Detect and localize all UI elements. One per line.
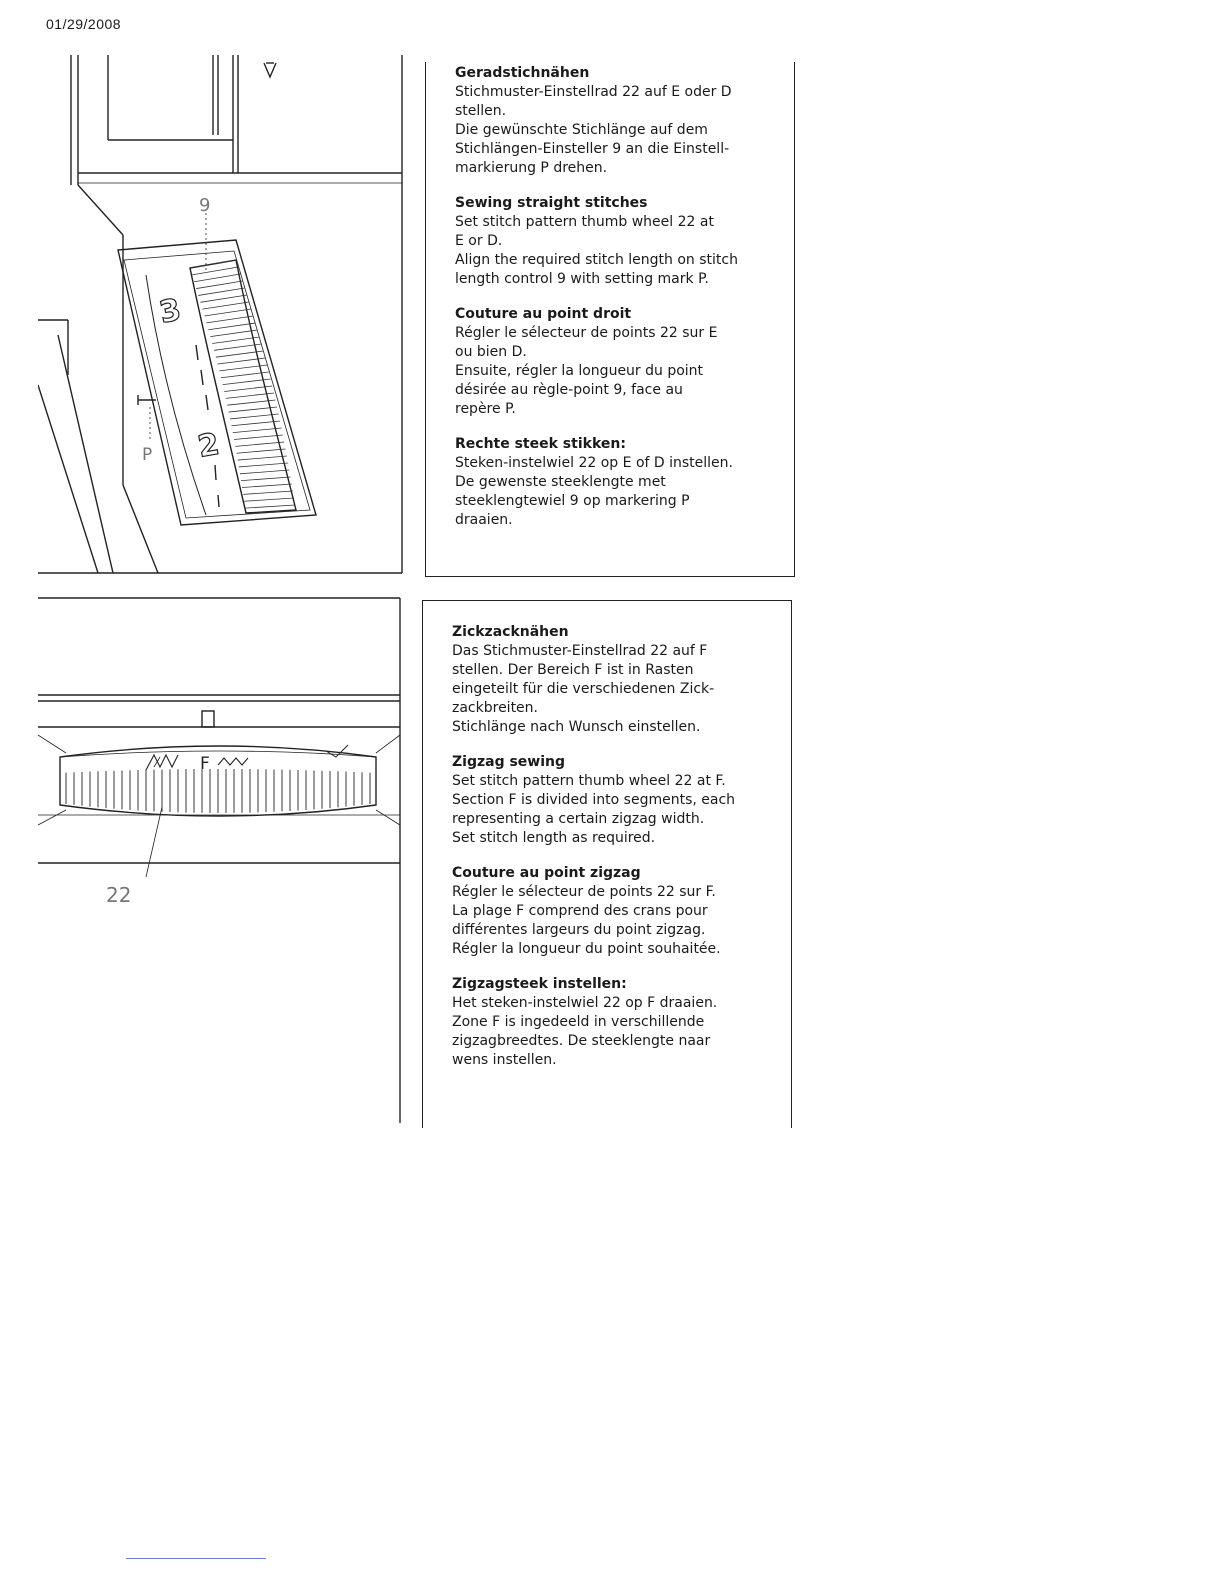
section-title: Zigzag sewing [452,754,566,770]
section-line: zackbreiten. [452,700,538,716]
dial-rib [231,421,280,426]
dial-rib [212,337,259,343]
dial-rib [196,281,242,289]
section-line: Stichlänge nach Wunsch einstellen. [452,719,701,735]
section [452,753,781,848]
thumb-wheel-illustration [36,595,404,1125]
dial-rib [243,491,293,494]
section-title: Rechte steek stikken: [455,436,626,452]
dial-rib [190,260,236,268]
section-line: Stichmuster-Einstellrad 22 auf E oder D [455,84,732,100]
section [455,435,784,530]
section-line: repère P. [455,401,516,417]
dial-rib [234,435,283,440]
section-line: Das Stichmuster-Einstellrad 22 auf F [452,643,708,659]
dial-rib [210,330,257,337]
section-line: zigzagbreedtes. De steeklengte naar [452,1033,711,1049]
section-title: Sewing straight stitches [455,195,648,211]
dial-rib [194,274,240,282]
section-title: Zickzacknähen [452,624,569,640]
dial-rib [192,267,238,275]
dial-rib [233,428,282,433]
stitch-length-dial-drawing [38,55,406,580]
section-line: La plage F comprend des crans pour [452,903,708,919]
section-line: Set stitch length as required. [452,830,656,846]
section-line: Zone F is ingedeeld in verschillende [452,1014,705,1030]
section-line: E or D. [455,233,503,249]
section [455,64,784,178]
section-title: Geradstichnähen [455,65,590,81]
dial-rib [230,414,278,419]
callout-22: 22 [106,883,132,907]
section-line: length control 9 with setting mark P. [455,271,709,287]
section-line: markierung P drehen. [455,160,608,176]
section-line: Set stitch pattern thumb wheel 22 at [455,214,714,230]
panel-top-content [455,64,784,546]
section [452,864,781,959]
dial-rib [242,484,292,488]
section-line: Set stitch pattern thumb wheel 22 at F. [452,773,726,789]
section [455,305,784,419]
section-line: Steken-instelwiel 22 op E of D instellen. [455,455,733,471]
footer-rule [126,1558,266,1559]
section-line: Régler la longueur du point souhaitée. [452,941,721,957]
section-line: stellen. [455,103,507,119]
section-line: Régler le sélecteur de points 22 sur F. [452,884,716,900]
section-line: Stichlängen-Einsteller 9 an die Einstell- [455,141,730,157]
dial-rib [239,463,288,467]
dial-number-2: 2 [195,426,222,465]
section-line: Ensuite, régler la longueur du point [455,363,704,379]
section-line: eingeteilt für die verschiedenen Zick- [452,681,715,697]
dial-rib [206,316,253,323]
section-line: Régler le sélecteur de points 22 sur E [455,325,718,341]
section-line: draaien. [455,512,513,528]
dial-rib [204,309,251,316]
dial-rib [198,288,244,295]
dial-rib [244,498,294,501]
section-line: ou bien D. [455,344,527,360]
dial-rib [214,344,261,350]
section-line: steeklengtewiel 9 op markering P [455,493,690,509]
page-date: 01/29/2008 [46,16,122,32]
dial-rib [236,449,285,453]
callout-9: 9 [199,195,211,216]
section-line: désirée au règle-point 9, face au [455,382,683,398]
dial-rib [200,295,247,302]
section-line: Align the required stitch length on stitch [455,252,738,268]
thumb-wheel-drawing [36,595,404,1125]
section [455,194,784,289]
section-line: stellen. Der Bereich F ist in Rasten [452,662,694,678]
section-line: Het steken-instelwiel 22 op F draaien. [452,995,718,1011]
section-line: representing a certain zigzag width. [452,811,705,827]
section [452,975,781,1070]
dial-rib [216,351,263,357]
section-line: différentes largeurs du point zigzag. [452,922,706,938]
instruction-panel-zigzag [422,600,792,1128]
callout-p: P [142,445,153,465]
section [452,623,781,737]
instruction-panel-straight-stitch [425,62,795,577]
dial-rib [208,323,255,330]
dial-rib [202,302,249,309]
section-line: wens instellen. [452,1052,557,1068]
dial-letter-f: F [200,754,210,774]
section-title: Couture au point droit [455,306,632,322]
dial-number-3: 3 [156,292,185,331]
dial-rib [241,477,290,481]
section-line: De gewenste steeklengte met [455,474,666,490]
dial-rib [245,505,295,508]
section-line: Section F is divided into segments, each [452,792,736,808]
dial-rib [235,442,284,446]
dial-rib [238,456,287,460]
section-title: Zigzagsteek instellen: [452,976,627,992]
panel-bottom-content [452,623,781,1086]
stitch-length-dial-illustration [38,55,406,580]
dial-rib [229,407,277,412]
section-line: Die gewünschte Stichlänge auf dem [455,122,708,138]
dial-rib [240,470,289,474]
section-title: Couture au point zigzag [452,865,641,881]
